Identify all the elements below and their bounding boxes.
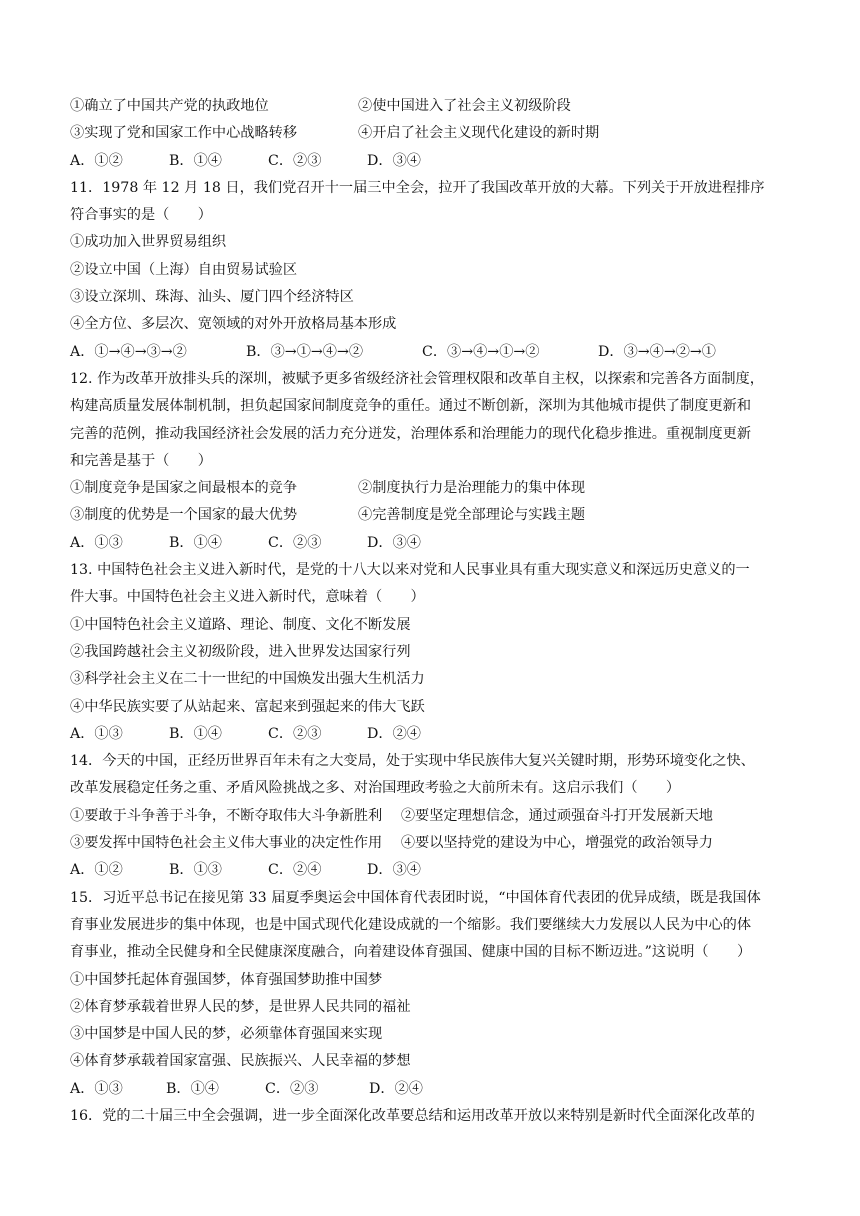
q11-choice-c[interactable]: C．③→④→①→② [422,343,540,360]
q15-item-1: ①中国梦托起体育强国梦，体育强国梦助推中国梦 [70,971,383,988]
q14-choice-b[interactable]: B．①③ [169,862,222,879]
q12-stem-line-4: 和完善是基于（ ） [70,452,212,469]
q12-choice-c[interactable]: C．②③ [268,534,322,551]
q10-choice-d[interactable]: D．③④ [367,152,421,169]
q13-choice-d[interactable]: D．②④ [367,725,421,742]
q14-choice-c[interactable]: C．②④ [268,862,322,879]
q10-choices [70,148,798,175]
q11-stem-line-1: 11．1978 年 12 月 18 日，我们党召开十一届三中全会，拉开了我国改革开放的大幕。下列关于开放进程排序 [70,179,765,196]
q13-stem-line-2: 件大事。中国特色社会主义进入新时代，意味着（ ） [70,589,425,606]
q11-item-1: ①成功加入世界贸易组织 [70,234,227,251]
q13-choice-a[interactable]: A．①③ [70,725,123,742]
q14-choice-a[interactable]: A．①② [70,862,123,879]
q10-options-row-2 [70,120,798,147]
q13-item-2: ②我国跨越社会主义初级阶段，进入世界发达国家行列 [70,643,411,660]
q14-items-row-2: ③要发挥中国特色社会主义伟大事业的决定性作用 ④要以坚持党的建设为中心，增强党的政治领导力 [70,835,713,852]
q12-stem-line-3: 完善的范例，推动我国经济社会发展的活力充分迸发，治理体系和治理能力的现代化稳步推进。重视制度更新 [70,425,752,442]
q11-choice-b[interactable]: B．③→①→④→② [246,343,364,360]
q12-option-4: ④完善制度是党全部理论与实践主题 [358,507,586,524]
q11-choice-a[interactable]: A．①→④→③→② [70,343,187,360]
q10-option-4: ④开启了社会主义现代化建设的新时期 [358,125,600,142]
q13-choice-b[interactable]: B．①④ [169,725,222,742]
q12-choice-b[interactable]: B．①④ [169,534,222,551]
q14-stem-line-1: 14．今天的中国，正经历世界百年未有之大变局，处于实现中华民族伟大复兴关键时期，形势环境变化之快、 [70,753,755,770]
q12-stem-line-2: 构建高质量发展体制机制，担负起国家间制度竞争的重任。通过不断创新，深圳为其他城市提供了制度更新和 [70,398,752,415]
q12-choice-a[interactable]: A．①③ [70,534,123,551]
q14-choices [70,857,798,884]
q11-item-2: ②设立中国（上海）自由贸易试验区 [70,261,298,278]
q10-options-row-1 [70,93,798,120]
q12-option-3: ③制度的优势是一个国家的最大优势 [70,507,298,524]
q15-stem-line-2: 育事业发展进步的集中体现，也是中国式现代化建设成就的一个缩影。我们要继续大力发展以人民为中心的体 [70,916,752,933]
q10-choice-c[interactable]: C．②③ [268,152,322,169]
q12-option-1: ①制度竞争是国家之间最根本的竞争 [70,480,298,497]
q11-item-4: ④全方位、多层次、宽领域的对外开放格局基本形成 [70,316,397,333]
q15-choices [70,1076,798,1103]
q15-stem-line-1: 15．习近平总书记在接见第 33 届夏季奥运会中国体育代表团时说，“中国体育代表团的优异成绩，既是我国体 [70,889,761,906]
q12-option-2: ②制度执行力是治理能力的集中体现 [358,480,586,497]
q10-option-1: ①确立了中国共产党的执政地位 [70,98,269,114]
q10-option-3: ③实现了党和国家工作中心战略转移 [70,125,298,142]
q15-item-2: ②体育梦承载着世界人民的梦，是世界人民共同的福祉 [70,998,411,1015]
q10-choice-b[interactable]: B．①④ [169,152,222,169]
q13-item-1: ①中国特色社会主义道路、理论、制度、文化不断发展 [70,616,411,633]
q11-choices [70,339,798,366]
q12-options-row-2 [70,502,798,529]
q11-choice-d[interactable]: D．③→④→②→① [598,343,716,360]
q14-items-row-1: ①要敢于斗争善于斗争，不断夺取伟大斗争新胜利 ②要坚定理想信念，通过顽强奋斗打开发展新天地 [70,807,713,824]
q12-choices [70,530,798,557]
q13-item-3: ③科学社会主义在二十一世纪的中国焕发出强大生机活力 [70,671,425,688]
q11-stem-line-2: 符合事实的是（ ） [70,207,212,224]
q14-stem-line-2: 改革发展稳定任务之重、矛盾风险挑战之多、对治国理政考验之大前所未有。这启示我们（ ） [70,780,681,797]
q12-choice-d[interactable]: D．③④ [367,534,421,551]
q10-choice-a[interactable]: A．①② [70,152,123,169]
q12-options-row-1 [70,475,798,502]
q15-choice-c[interactable]: C．②③ [265,1080,319,1097]
q15-stem-line-3: 育事业，推动全民健身和全民健康深度融合，向着建设体育强国、健康中国的目标不断迈进。”这说明（ ） [70,944,752,961]
q15-item-3: ③中国梦是中国人民的梦，必须靠体育强国来实现 [70,1026,383,1043]
q13-stem-line-1: 13. 中国特色社会主义进入新时代，是党的十八大以来对党和人民事业具有重大现实意义和深远历史意义的一 [70,562,750,579]
exam-page [70,93,798,1130]
q12-stem-line-1: 12. 作为改革开放排头兵的深圳，被赋予更多省级经济社会管理权限和改革自主权，以探索和完善各方面制度， [70,370,764,387]
q16-stem-line-1: 16．党的二十届三中全会强调，进一步全面深化改革要总结和运用改革开放以来特别是新时代全面深化改革的 [70,1107,755,1124]
q15-choice-b[interactable]: B．①④ [166,1080,219,1097]
q11-item-3: ③设立深圳、珠海、汕头、厦门四个经济特区 [70,289,354,306]
q14-choice-d[interactable]: D．③④ [367,862,421,879]
q10-option-2: ②使中国进入了社会主义初级阶段 [358,98,571,114]
q13-choice-c[interactable]: C．②③ [268,725,322,742]
q13-choices [70,721,798,748]
q15-choice-d[interactable]: D．②④ [369,1080,423,1097]
q15-item-4: ④体育梦承载着国家富强、民族振兴、人民幸福的梦想 [70,1053,411,1070]
q13-item-4: ④中华民族实要了从站起来、富起来到强起来的伟大飞跃 [70,698,425,715]
q15-choice-a[interactable]: A．①③ [70,1080,123,1097]
